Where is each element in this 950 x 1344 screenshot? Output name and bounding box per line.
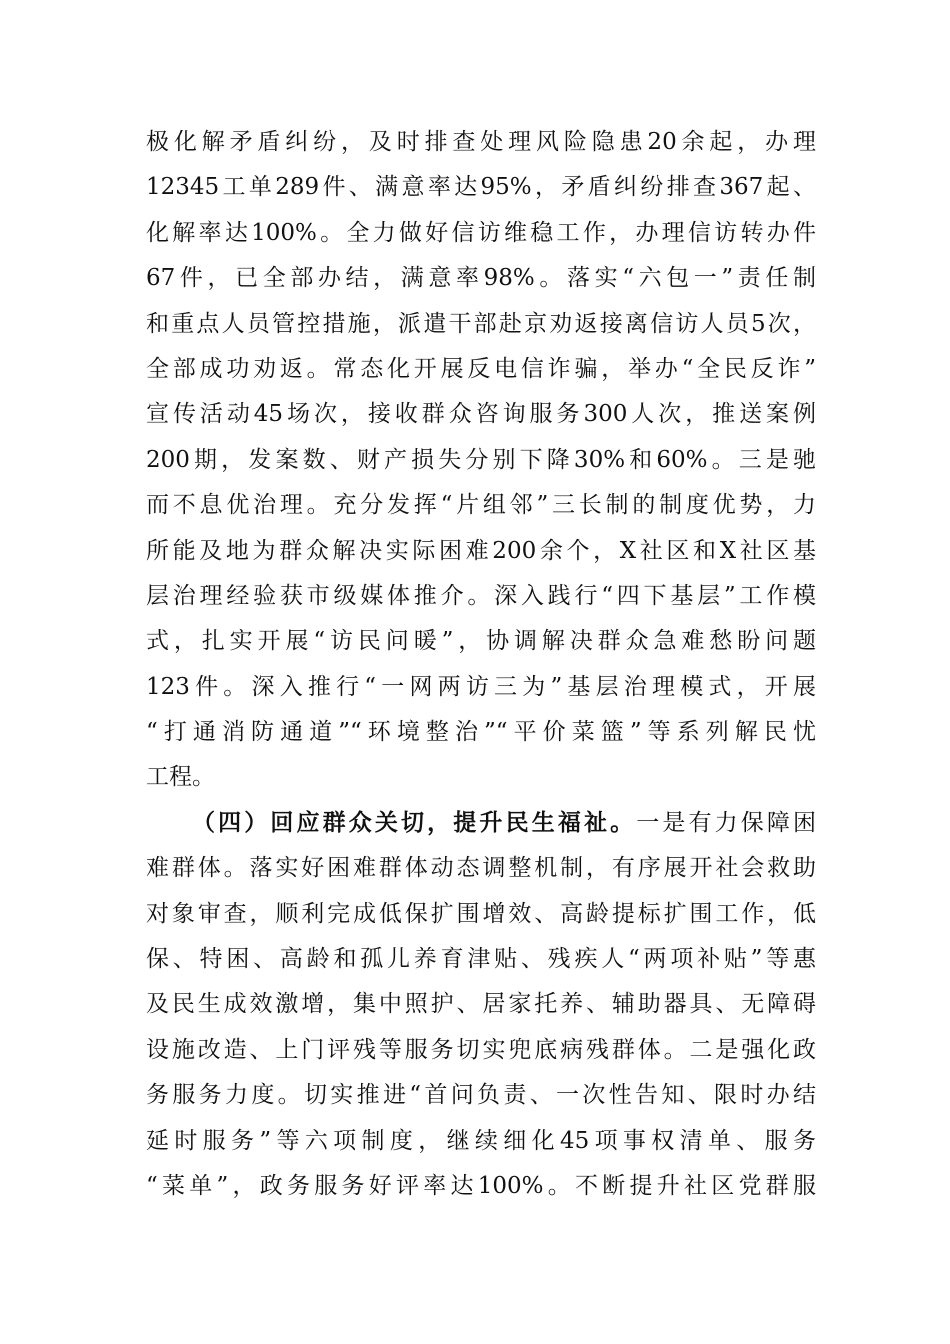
text-line: 所能及地为群众解决实际困难200余个，X社区和X社区基	[146, 537, 816, 564]
text-line: 及民生成效激增，集中照护、居家托养、辅助器具、无障碍	[146, 991, 816, 1018]
text-line: 123件。深入推行“一网两访三为”基层治理模式，开展	[146, 673, 816, 700]
text-line: 12345工单289件、满意率达95%，矛盾纠纷排查367起、	[146, 174, 816, 201]
text-line: 宣传活动45场次，接收群众咨询服务300人次，推送案例	[146, 401, 816, 428]
text-line: 极化解矛盾纠纷，及时排查处理风险隐患20余起，办理	[146, 129, 816, 155]
text-line: 式，扎实开展“访民问暖”，协调解决群众急难愁盼问题	[146, 628, 816, 655]
paragraph-people-livelihood	[146, 801, 816, 1210]
text-line: 设施改造、上门评残等服务切实兜底病残群体。二是强化政	[146, 1036, 816, 1063]
text-line: 和重点人员管控措施，派遣干部赴京劝返接离信访人员5次，	[146, 310, 816, 337]
text-line: 对象审查，顺利完成低保扩围增效、高龄提标扩围工作，低	[146, 900, 816, 927]
text-line: 层治理经验获市级媒体推介。深入践行“四下基层”工作模	[146, 582, 816, 609]
body-text	[146, 120, 816, 1209]
text-line: 保、特困、高龄和孤儿养育津贴、残疾人“两项补贴”等惠	[146, 946, 816, 973]
section-heading: （四）回应群众关切，提升民生福祉。	[192, 809, 637, 836]
paragraph-safety-governance	[146, 120, 816, 801]
paragraph-first-line	[146, 801, 816, 846]
text-line: “打通消防通道”“环境整治”“平价菜篮”等系列解民忧	[146, 719, 816, 746]
text-line: 而不息优治理。充分发挥“片组邻”三长制的制度优势，力	[146, 492, 816, 519]
text-line: 67件，已全部办结，满意率98%。落实“六包一”责任制	[146, 265, 816, 292]
text-line: 难群体。落实好困难群体动态调整机制，有序展开社会救助	[146, 855, 816, 882]
text-line: 化解率达100%。全力做好信访维稳工作，办理信访转办件	[146, 219, 816, 246]
text-line: 工程。	[146, 764, 215, 791]
text-line: 延时服务”等六项制度，继续细化45项事权清单、服务	[146, 1127, 816, 1154]
text-line: 务服务力度。切实推进“首问负责、一次性告知、限时办结	[146, 1082, 816, 1109]
text-line: 200期，发案数、财产损失分别下降30%和60%。三是驰	[146, 446, 816, 473]
text-line: “菜单”，政务服务好评率达100%。不断提升社区党群服	[146, 1172, 816, 1199]
text-run: 一是有力保障困	[636, 809, 817, 836]
text-line: 全部成功劝返。常态化开展反电信诈骗，举办“全民反诈”	[146, 355, 816, 382]
